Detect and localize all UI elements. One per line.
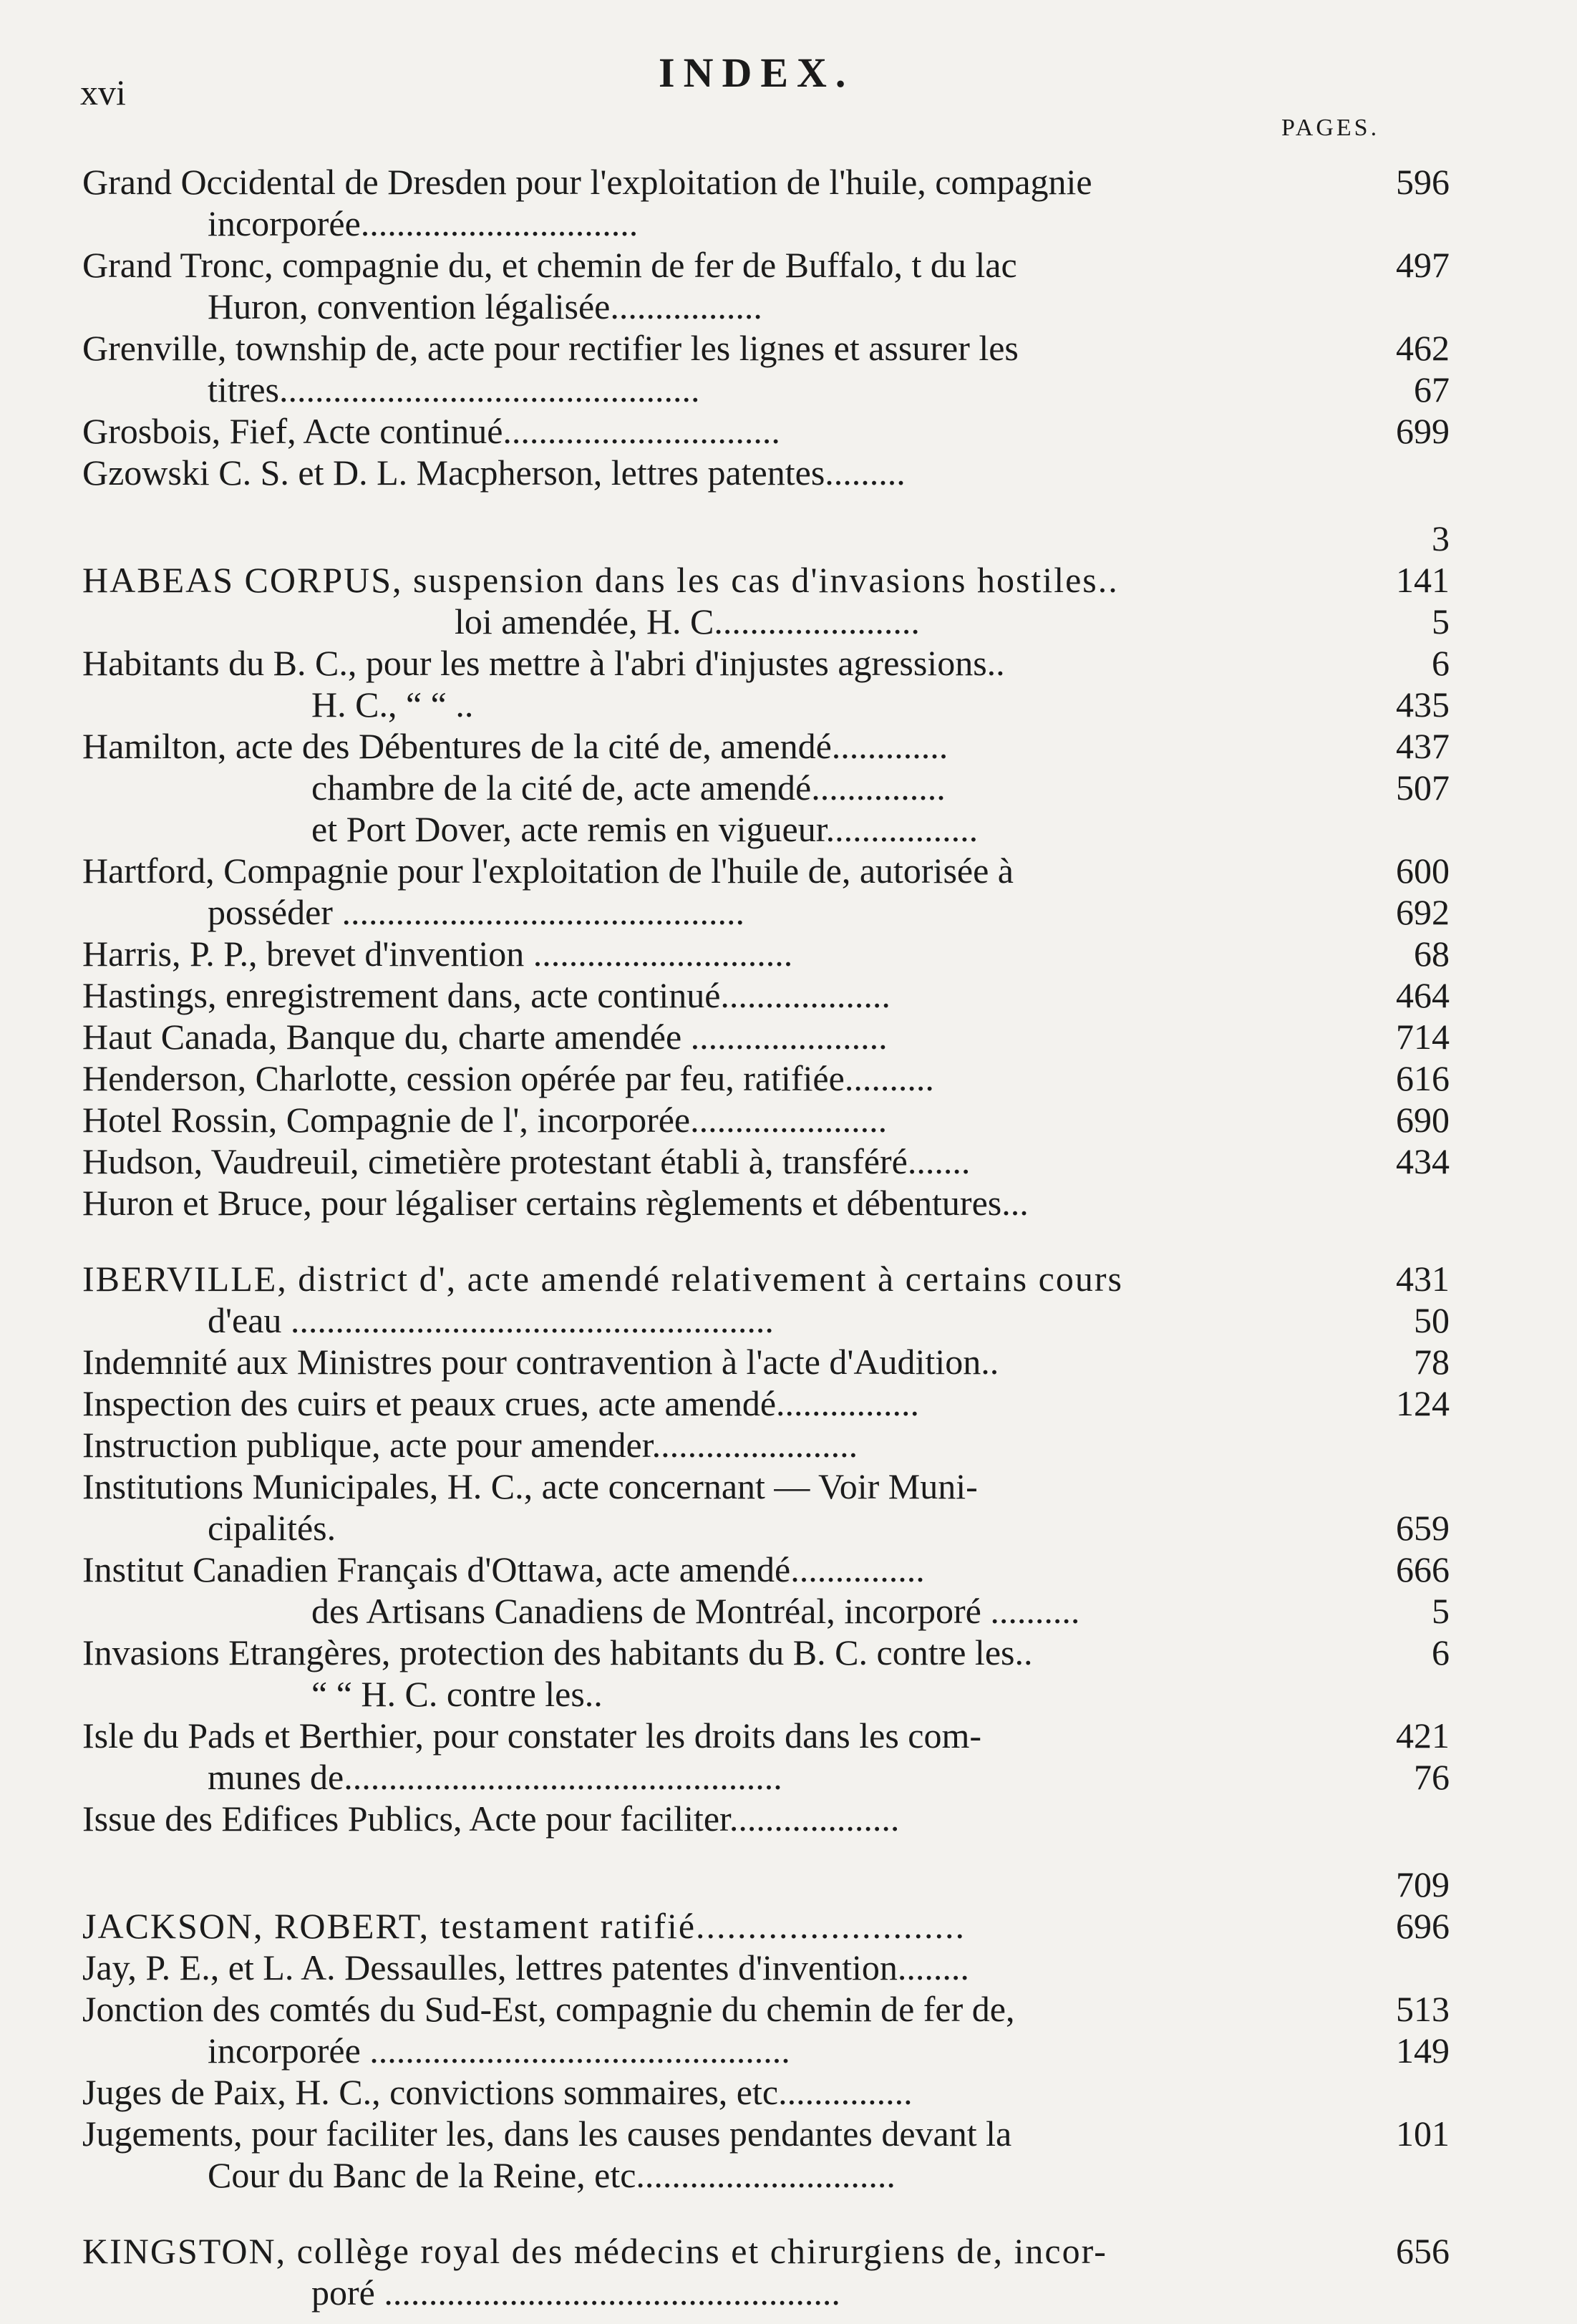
- index-entry: [82, 1715, 1450, 1756]
- index-entry: [82, 601, 1450, 642]
- index-entry: [82, 725, 1450, 767]
- entry-text: “ “ H. C. contre les..: [311, 1674, 603, 1714]
- entry-text: Juges de Paix, H. C., convictions sommaires, etc...............: [82, 2072, 913, 2112]
- entry-page: 437: [1396, 726, 1450, 766]
- entry-text: Huron et Bruce, pour légaliser certains règlements et débentures...: [82, 1183, 1029, 1223]
- index-entry: [82, 161, 1450, 203]
- index-entry: [82, 518, 1450, 559]
- page-title: INDEX.: [659, 49, 855, 96]
- index-entry: [82, 286, 1450, 327]
- index-entry: [82, 1383, 1450, 1424]
- index-entry: [82, 410, 1450, 452]
- entry-text: Gzowski C. S. et D. L. Macpherson, lettres patentes.........: [82, 452, 906, 493]
- entry-page: 3: [1432, 518, 1450, 558]
- entry-text: Henderson, Charlotte, cession opérée par feu, ratifiée..........: [82, 1058, 934, 1098]
- index-entry: [82, 244, 1450, 286]
- entry-page: 435: [1396, 684, 1450, 725]
- index-entry: [82, 1057, 1450, 1099]
- index-entry: [82, 452, 1450, 493]
- entry-page: 507: [1396, 768, 1450, 808]
- entry-page: 696: [1396, 1906, 1450, 1946]
- pages-column-header: PAGES.: [1281, 115, 1380, 141]
- entry-text: Inspection des cuirs et peaux crues, acte amendé................: [82, 1383, 920, 1423]
- entry-text: Hotel Rossin, Compagnie de l', incorporée......................: [82, 1100, 888, 1140]
- index-entry: [82, 2071, 1450, 2113]
- entry-page: 513: [1396, 1989, 1450, 2029]
- entry-page: 699: [1396, 411, 1450, 451]
- index-entry: [82, 1099, 1450, 1141]
- entry-text: loi amendée, H. C.......................: [455, 601, 920, 641]
- index-entry: [82, 1673, 1450, 1715]
- entry-page: 497: [1396, 245, 1450, 285]
- index-entry: [82, 933, 1450, 974]
- entry-text: Grand Occidental de Dresden pour l'exploitation de l'huile, compagnie: [82, 162, 1092, 202]
- index-entry: [82, 1507, 1450, 1549]
- entry-page: 76: [1414, 1757, 1450, 1797]
- index-entry: [82, 1466, 1450, 1507]
- entry-page: 6: [1432, 1632, 1450, 1672]
- entry-page: 5: [1432, 1591, 1450, 1631]
- entry-page: 690: [1396, 1100, 1450, 1140]
- entry-text: Huron, convention légalisée.................: [208, 286, 762, 326]
- entry-text: Jay, P. E., et L. A. Dessaulles, lettres patentes d'invention........: [82, 1947, 969, 1987]
- entry-text: Grenville, township de, acte pour rectifier les lignes et assurer les: [82, 328, 1019, 368]
- entry-page: 68: [1414, 934, 1450, 974]
- index-entry: [82, 1756, 1450, 1798]
- entry-page: 616: [1396, 1058, 1450, 1098]
- index-entry: [82, 203, 1450, 244]
- entry-text: titres...............................................: [208, 369, 700, 410]
- index-entry: [82, 1299, 1450, 1341]
- index-entry: [82, 327, 1450, 369]
- entry-text: Jugements, pour faciliter les, dans les causes pendantes devant la: [82, 2114, 1012, 2154]
- index-entry: [82, 1549, 1450, 1590]
- entry-page: 141: [1396, 560, 1450, 600]
- page-number: xvi: [80, 72, 126, 112]
- entry-page: 431: [1396, 1259, 1450, 1299]
- index-entry: [82, 1947, 1450, 1988]
- entry-text: chambre de la cité de, acte amendé...............: [311, 768, 946, 808]
- entry-text: Hastings, enregistrement dans, acte continué...................: [82, 975, 891, 1015]
- index-entry: [82, 642, 1450, 684]
- entry-page: 101: [1396, 2114, 1450, 2154]
- index-entries: [82, 161, 1450, 2313]
- entry-text: Invasions Etrangères, protection des habitants du B. C. contre les..: [82, 1632, 1033, 1672]
- index-entry: [82, 559, 1450, 601]
- index-entry: [82, 369, 1450, 410]
- entry-text: HABEAS CORPUS, suspension dans les cas d'invasions hostiles..: [82, 560, 1119, 600]
- entry-page: 5: [1432, 601, 1450, 641]
- entry-text: Grand Tronc, compagnie du, et chemin de fer de Buffalo, t du lac: [82, 245, 1017, 285]
- entry-page: 124: [1396, 1383, 1450, 1423]
- index-entry: [82, 891, 1450, 933]
- entry-text: KINGSTON, collège royal des médecins et chirurgiens de, incor-: [82, 2231, 1107, 2271]
- entry-text: Cour du Banc de la Reine, etc.............................: [208, 2155, 896, 2195]
- entry-text: et Port Dover, acte remis en vigueur.................: [311, 809, 979, 849]
- index-entry: [82, 1258, 1450, 1299]
- entry-page: 692: [1396, 892, 1450, 932]
- index-entry: [82, 1182, 1450, 1224]
- entry-page: 464: [1396, 975, 1450, 1015]
- index-entry: [82, 684, 1450, 725]
- entry-text: IBERVILLE, district d', acte amendé relativement à certains cours: [82, 1259, 1123, 1299]
- entry-page: 656: [1396, 2231, 1450, 2271]
- index-entry: [82, 2030, 1450, 2071]
- entry-page: 714: [1396, 1017, 1450, 1057]
- entry-page: 149: [1396, 2030, 1450, 2071]
- entry-page: 421: [1396, 1715, 1450, 1756]
- entry-text: Issue des Edifices Publics, Acte pour faciliter...................: [82, 1798, 900, 1839]
- entry-page: 462: [1396, 328, 1450, 368]
- index-entry: [82, 1632, 1450, 1673]
- index-entry: [82, 2113, 1450, 2154]
- index-entry: [82, 1798, 1450, 1839]
- entry-text: incorporée...............................: [208, 203, 639, 243]
- entry-page: 434: [1396, 1141, 1450, 1181]
- index-entry: [82, 1590, 1450, 1632]
- entry-text: poré ...................................................: [311, 2272, 840, 2313]
- entry-text: Jonction des comtés du Sud-Est, compagnie du chemin de fer de,: [82, 1989, 1015, 2029]
- entry-page: 666: [1396, 1549, 1450, 1589]
- entry-page: 78: [1414, 1342, 1450, 1382]
- entry-text: cipalités.: [208, 1508, 336, 1548]
- entry-page: 659: [1396, 1508, 1450, 1548]
- entry-text: posséder .............................................: [208, 892, 744, 932]
- entry-text: Habitants du B. C., pour les mettre à l'abri d'injustes agressions..: [82, 643, 1005, 683]
- entry-text: des Artisans Canadiens de Montréal, incorporé ..........: [311, 1591, 1080, 1631]
- index-entry: [82, 767, 1450, 808]
- entry-text: H. C., “ “ ..: [311, 684, 474, 725]
- entry-text: munes de.................................................: [208, 1757, 782, 1797]
- index-entry: [82, 1341, 1450, 1383]
- entry-text: Hartford, Compagnie pour l'exploitation de l'huile de, autorisée à: [82, 851, 1014, 891]
- entry-text: Institut Canadien Français d'Ottawa, acte amendé...............: [82, 1549, 925, 1589]
- entry-page: 6: [1432, 643, 1450, 683]
- index-entry: [82, 1424, 1450, 1466]
- index-entry: [82, 1141, 1450, 1182]
- entry-page: 50: [1414, 1300, 1450, 1340]
- entry-text: d'eau ......................................................: [208, 1300, 774, 1340]
- entry-page: 709: [1396, 1864, 1450, 1904]
- entry-text: JACKSON, ROBERT, testament ratifié..........................: [82, 1906, 966, 1946]
- entry-text: Haut Canada, Banque du, charte amendée ......................: [82, 1017, 888, 1057]
- index-entry: [82, 974, 1450, 1016]
- index-entry: [82, 2272, 1450, 2313]
- entry-text: Harris, P. P., brevet d'invention .............................: [82, 934, 793, 974]
- entry-page: 596: [1396, 162, 1450, 202]
- index-entry: [82, 808, 1450, 850]
- index-entry: [82, 1988, 1450, 2030]
- index-entry: [82, 2230, 1450, 2272]
- index-entry: [82, 1905, 1450, 1947]
- entry-page: 600: [1396, 851, 1450, 891]
- index-entry: [82, 1864, 1450, 1905]
- entry-text: incorporée ...............................................: [208, 2030, 790, 2071]
- index-entry: [82, 850, 1450, 891]
- entry-text: Grosbois, Fief, Acte continué...............................: [82, 411, 780, 451]
- index-entry: [82, 2154, 1450, 2196]
- entry-text: Isle du Pads et Berthier, pour constater les droits dans les com-: [82, 1715, 982, 1756]
- entry-text: Instruction publique, acte pour amender.......................: [82, 1425, 858, 1465]
- index-entry: [82, 1016, 1450, 1057]
- entry-text: Institutions Municipales, H. C., acte concernant — Voir Muni-: [82, 1466, 978, 1506]
- entry-text: Hamilton, acte des Débentures de la cité de, amendé.............: [82, 726, 948, 766]
- entry-page: 67: [1414, 369, 1450, 410]
- entry-text: Indemnité aux Ministres pour contravention à l'acte d'Audition..: [82, 1342, 999, 1382]
- entry-text: Hudson, Vaudreuil, cimetière protestant établi à, transféré.......: [82, 1141, 971, 1181]
